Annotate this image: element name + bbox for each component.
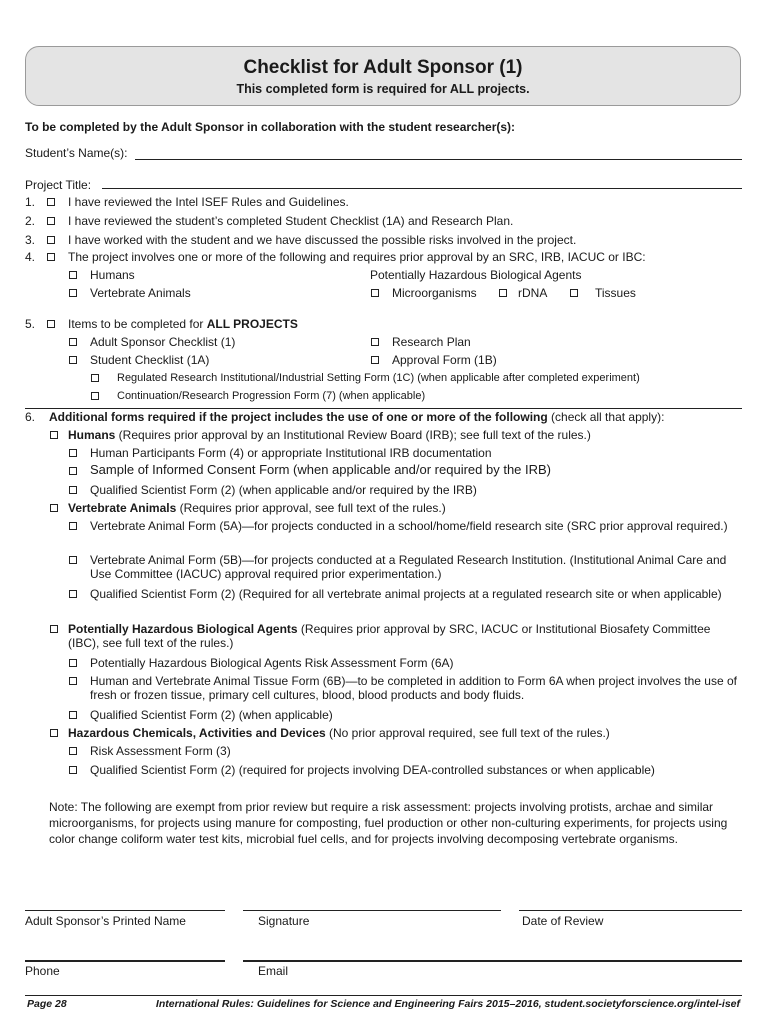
- item-5-number: 5.: [25, 317, 36, 331]
- signature-label: Signature: [258, 914, 310, 928]
- student-checklist-checkbox[interactable]: [69, 356, 77, 364]
- form-5a-label: Vertebrate Animal Form (5A)—for projects conducted in a school/home/field research site (SRC prior approval required.): [90, 519, 728, 533]
- adult-sponsor-checklist-checkbox[interactable]: [69, 338, 77, 346]
- phba-qsf-checkbox[interactable]: [69, 711, 77, 719]
- approval-form-label: Approval Form (1B): [392, 353, 497, 367]
- student-name-field[interactable]: [135, 159, 742, 160]
- humans-qsf-checkbox[interactable]: [69, 486, 77, 494]
- project-title-label: Project Title:: [25, 178, 92, 192]
- microorganisms-label: Microorganisms: [392, 286, 477, 300]
- item-3-text: I have worked with the student and we have discussed the possible risks involved in the project.: [68, 233, 577, 247]
- item-6-bold: Additional forms required if the project includes the use of one or more of the following: [49, 410, 548, 424]
- sec6-phba-text: [68, 622, 742, 650]
- humans-checkbox[interactable]: [69, 271, 77, 279]
- sec6-phba-bold: Potentially Hazardous Biological Agents: [68, 622, 298, 636]
- item-1-text: I have reviewed the Intel ISEF Rules and Guidelines.: [68, 195, 349, 209]
- sec6-humans-bold: Humans: [68, 428, 116, 442]
- item-5-text: [68, 317, 298, 331]
- research-plan-checkbox[interactable]: [371, 338, 379, 346]
- footer-rule: [25, 995, 742, 996]
- footer-source: International Rules: Guidelines for Science and Engineering Fairs 2015–2016, student.societyforscience.org/intel-isef: [155, 998, 740, 1010]
- item-4-text: The project involves one or more of the following and requires prior approval by an SRC, IRB, IACUC or IBC:: [68, 250, 646, 264]
- header-box: [25, 46, 741, 106]
- item-6-text: [49, 410, 664, 424]
- form-1c-label: Regulated Research Institutional/Industrial Setting Form (1C) (when applicable after completed experiment): [117, 372, 640, 384]
- item-4-number: 4.: [25, 250, 36, 264]
- form-7-checkbox[interactable]: [91, 392, 99, 400]
- form-5b-label: Vertebrate Animal Form (5B)—for projects conducted at a Regulated Research Institution. (Institutional Animal Care and Use Committee (IACUC) approval required prior experimentation.): [90, 553, 727, 581]
- research-plan-label: Research Plan: [392, 335, 471, 349]
- vertebrate-checkbox[interactable]: [69, 289, 77, 297]
- exemption-note: Note: The following are exempt from prior review but require a risk assessment: projects involving protists, archae and similar microorganisms, for projects using manure for composting, fuel production or other non-culturing experiments, for projects using color change coliform water test kits, microbial fuel cells, and for projects involving decomposing vertebrate organisms.: [49, 800, 728, 846]
- vertebrate-qsf-label: Qualified Scientist Form (2) (Required for all vertebrate animal projects at a regulated research site or when applicable): [90, 587, 722, 601]
- human-participants-label: Human Participants Form (4) or appropriate Institutional IRB documentation: [90, 446, 492, 460]
- human-participants-checkbox[interactable]: [69, 449, 77, 457]
- phba-qsf-label: Qualified Scientist Form (2) (when applicable): [90, 708, 333, 722]
- form-6a-label: Potentially Hazardous Biological Agents Risk Assessment Form (6A): [90, 656, 454, 670]
- signature-line[interactable]: [243, 910, 501, 911]
- sec6-hazardous-rest: (No prior approval required, see full text of the rules.): [325, 726, 610, 740]
- sec6-vertebrate-rest: (Requires prior approval, see full text of the rules.): [176, 501, 446, 515]
- form-7-label: Continuation/Research Progression Form (7) (when applicable): [117, 390, 426, 402]
- risk-assessment-label: Risk Assessment Form (3): [90, 744, 231, 758]
- email-label: Email: [258, 964, 289, 978]
- item-5-prefix: Items to be completed for: [68, 317, 207, 331]
- sec6-vertebrate-checkbox[interactable]: [50, 504, 58, 512]
- sec6-vertebrate-text: [68, 501, 446, 515]
- form-1c-checkbox[interactable]: [91, 374, 99, 382]
- tissues-checkbox[interactable]: [570, 289, 578, 297]
- item-2-number: 2.: [25, 214, 36, 228]
- section-divider: [25, 408, 742, 409]
- vertebrate-label: Vertebrate Animals: [90, 286, 191, 300]
- intro-text: To be completed by the Adult Sponsor in collaboration with the student researcher(s):: [25, 120, 516, 134]
- sec6-vertebrate-bold: Vertebrate Animals: [68, 501, 177, 515]
- sec6-humans-text: [68, 428, 591, 442]
- item-3-checkbox[interactable]: [47, 236, 55, 244]
- sec6-hazardous-bold: Hazardous Chemicals, Activities and Devices: [68, 726, 326, 740]
- humans-qsf-label: Qualified Scientist Form (2) (when applicable and/or required by the IRB): [90, 483, 477, 497]
- sec6-phba-checkbox[interactable]: [50, 625, 58, 633]
- informed-consent-label: Sample of Informed Consent Form (when applicable and/or required by the IRB): [90, 462, 552, 477]
- phone-line[interactable]: [25, 960, 225, 962]
- form-subtitle: This completed form is required for ALL projects.: [236, 82, 530, 96]
- item-5-checkbox[interactable]: [47, 320, 55, 328]
- item-1-number: 1.: [25, 195, 36, 209]
- sec6-humans-rest: (Requires prior approval by an Institutional Review Board (IRB); see full text of the rules.): [115, 428, 591, 442]
- risk-assessment-checkbox[interactable]: [69, 747, 77, 755]
- item-3-number: 3.: [25, 233, 36, 247]
- sec6-humans-checkbox[interactable]: [50, 431, 58, 439]
- humans-label: Humans: [90, 268, 135, 282]
- item-4-checkbox[interactable]: [47, 253, 55, 261]
- item-5-bold: ALL PROJECTS: [206, 317, 298, 331]
- form-5a-checkbox[interactable]: [69, 522, 77, 530]
- rdna-checkbox[interactable]: [499, 289, 507, 297]
- sec6-hazardous-text: [68, 726, 610, 740]
- form-6b-checkbox[interactable]: [69, 677, 77, 685]
- vertebrate-qsf-checkbox[interactable]: [69, 590, 77, 598]
- hazardous-qsf-label: Qualified Scientist Form (2) (required for projects involving DEA-controlled substances or when applicable): [90, 763, 655, 777]
- phone-label: Phone: [25, 964, 60, 978]
- student-name-label: Student’s Name(s):: [25, 146, 128, 160]
- project-title-field[interactable]: [102, 188, 742, 189]
- item-2-checkbox[interactable]: [47, 217, 55, 225]
- student-checklist-label: Student Checklist (1A): [90, 353, 210, 367]
- microorganisms-checkbox[interactable]: [371, 289, 379, 297]
- approval-form-checkbox[interactable]: [371, 356, 379, 364]
- printed-name-label: Adult Sponsor’s Printed Name: [25, 914, 186, 928]
- adult-sponsor-checklist-label: Adult Sponsor Checklist (1): [90, 335, 236, 349]
- form-title: Checklist for Adult Sponsor (1): [243, 57, 523, 78]
- item-1-checkbox[interactable]: [47, 198, 55, 206]
- date-label: Date of Review: [522, 914, 604, 928]
- tissues-label: Tissues: [595, 286, 636, 300]
- form-6b-label: Human and Vertebrate Animal Tissue Form (6B)—to be completed in addition to Form 6A when project involves the use of fresh or frozen tissue, primary cell cultures, blood, blood products and body fluids.: [90, 674, 737, 702]
- phba-label: Potentially Hazardous Biological Agents: [370, 268, 582, 282]
- item-2-text: I have reviewed the student’s completed Student Checklist (1A) and Research Plan.: [68, 214, 514, 228]
- date-line[interactable]: [519, 910, 742, 911]
- hazardous-qsf-checkbox[interactable]: [69, 766, 77, 774]
- rdna-label: rDNA: [518, 286, 548, 300]
- item-6-number: 6.: [25, 410, 36, 424]
- email-line[interactable]: [243, 960, 742, 962]
- sec6-phba-rest: (Requires prior approval by SRC, IACUC or Institutional Biosafety Committee (IBC), see full text of the rules.): [68, 622, 711, 650]
- printed-name-line[interactable]: [25, 910, 225, 911]
- informed-consent-checkbox[interactable]: [69, 467, 77, 475]
- item-6-rest: (check all that apply):: [547, 410, 665, 424]
- form-6a-checkbox[interactable]: [69, 659, 77, 667]
- form-5b-checkbox[interactable]: [69, 556, 77, 564]
- page-number: Page 28: [27, 998, 67, 1010]
- sec6-hazardous-checkbox[interactable]: [50, 729, 58, 737]
